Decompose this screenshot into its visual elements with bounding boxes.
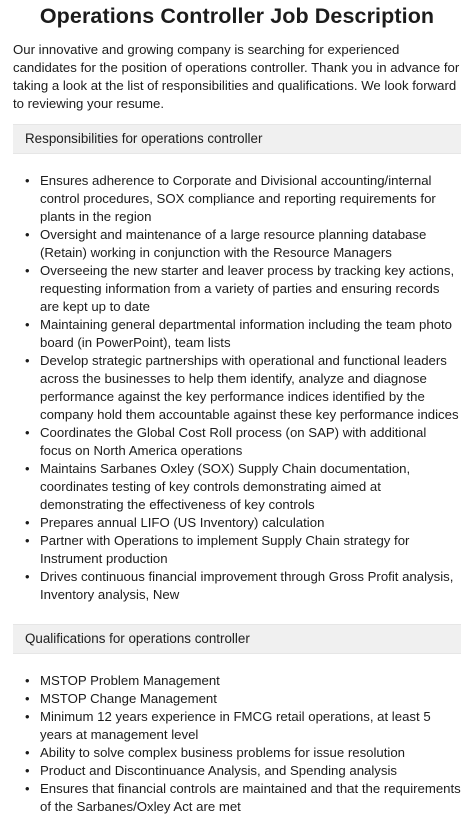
bullet-icon: • <box>25 227 30 242</box>
qualifications-list <box>13 672 461 816</box>
qualification-item <box>25 780 461 816</box>
bullet-icon: • <box>25 691 30 706</box>
qualification-item <box>25 690 461 708</box>
responsibility-item <box>25 352 461 424</box>
bullet-icon: • <box>25 317 30 332</box>
responsibility-item-text: Develop strategic partnerships with operational and functional leaders across the businesses to help them identify, analyze and diagnose performance against the key performance indices identified by the company hold them accountable against these key performance indices <box>40 353 459 422</box>
bullet-icon: • <box>25 709 30 724</box>
responsibility-item <box>25 424 461 460</box>
responsibility-item <box>25 226 461 262</box>
responsibility-item-text: Maintains Sarbanes Oxley (SOX) Supply Chain documentation, coordinates testing of key controls demonstrating aimed at demonstrating the effectiveness of key controls <box>40 461 411 512</box>
responsibility-item-text: Overseeing the new starter and leaver process by tracking key actions, requesting information from a variety of parties and ensuring records are kept up to date <box>40 263 455 314</box>
bullet-icon: • <box>25 569 30 584</box>
qualification-item-text: MSTOP Problem Management <box>40 673 220 688</box>
qualification-item-text: Ability to solve complex business problems for issue resolution <box>40 745 406 760</box>
bullet-icon: • <box>25 745 30 760</box>
responsibility-item <box>25 460 461 514</box>
intro-paragraph: Our innovative and growing company is searching for experienced candidates for the position of operations controller. Thank you in advance for taking a look at the list of responsibilities and qualifications. We look forward to reviewing your resume. <box>13 42 460 111</box>
qualification-item <box>25 672 461 690</box>
qualification-item-text: Minimum 12 years experience in FMCG retail operations, at least 5 years at management level <box>40 709 431 742</box>
bullet-icon: • <box>25 781 30 796</box>
qualification-item <box>25 708 461 744</box>
responsibilities-list <box>13 172 461 604</box>
responsibility-item-text: Maintaining general departmental information including the team photo board (in PowerPoint), team lists <box>40 317 452 350</box>
bullet-icon: • <box>25 353 30 368</box>
bullet-icon: • <box>25 673 30 688</box>
qualification-item-text: Ensures that financial controls are maintained and that the requirements of the Sarbanes/Oxley Act are met <box>40 781 461 814</box>
responsibility-item-text: Drives continuous financial improvement through Gross Profit analysis, Inventory analysis, New <box>40 569 454 602</box>
responsibility-item <box>25 568 461 604</box>
qualification-item <box>25 762 461 780</box>
responsibility-item <box>25 316 461 352</box>
bullet-icon: • <box>25 763 30 778</box>
responsibility-item-text: Partner with Operations to implement Supply Chain strategy for Instrument production <box>40 533 410 566</box>
bullet-icon: • <box>25 173 30 188</box>
responsibility-item <box>25 262 461 316</box>
responsibility-item-text: Coordinates the Global Cost Roll process (on SAP) with additional focus on North America operations <box>40 425 427 458</box>
responsibility-item-text: Prepares annual LIFO (US Inventory) calculation <box>40 515 325 530</box>
responsibilities-heading: Responsibilities for operations controller <box>13 124 461 154</box>
bullet-icon: • <box>25 263 30 278</box>
responsibility-item-text: Oversight and maintenance of a large resource planning database (Retain) working in conjunction with the Resource Managers <box>40 227 427 260</box>
responsibility-item <box>25 514 461 532</box>
responsibility-item <box>25 172 461 226</box>
qualifications-heading: Qualifications for operations controller <box>13 624 461 654</box>
bullet-icon: • <box>25 461 30 476</box>
bullet-icon: • <box>25 533 30 548</box>
responsibility-item <box>25 532 461 568</box>
responsibility-item-text: Ensures adherence to Corporate and Divisional accounting/internal control procedures, SOX compliance and reporting requirements for plants in the region <box>40 173 436 224</box>
bullet-icon: • <box>25 425 30 440</box>
page-title: Operations Controller Job Description <box>39 4 435 28</box>
qualification-item-text: Product and Discontinuance Analysis, and Spending analysis <box>40 763 398 778</box>
qualification-item <box>25 744 461 762</box>
bullet-icon: • <box>25 515 30 530</box>
qualification-item-text: MSTOP Change Management <box>40 691 217 706</box>
